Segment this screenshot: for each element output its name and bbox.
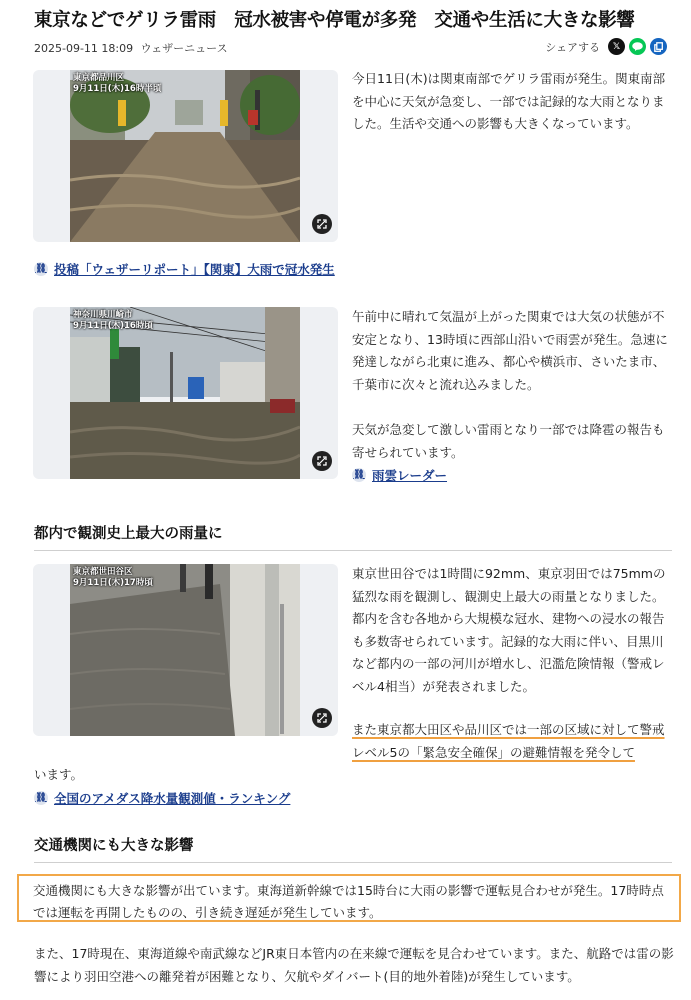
- link-weather-report[interactable]: ⛓ 投稿「ウェザーリポート」【関東】大雨で冠水発生: [35, 262, 335, 277]
- flooded-street-photo: [70, 564, 300, 736]
- highlighted-paragraph-box: 交通機関にも大きな影響が出ています。東海道新幹線では15時台に大雨の影響で運転見合わせが発生。17時時点では運転を再開したものの、引き続き遅延が発生しています。: [17, 874, 681, 922]
- section4-heading: 交通機関にも大きな影響: [34, 838, 194, 854]
- photo-caption: 神奈川県川崎市 9月11日(木)16時頃: [73, 310, 153, 331]
- expand-icon[interactable]: [312, 451, 332, 471]
- highlighted-text: また東京都大田区や品川区では一部の区域に対して警戒レベル5の「緊急安全確保」の避難情報を発令して: [352, 722, 665, 760]
- link-amedas-ranking[interactable]: ⛓ 全国のアメダス降水量観測値・ランキング: [35, 791, 291, 806]
- flooded-street-photo: [70, 307, 300, 479]
- section3-paragraph1: 東京世田谷では1時間に92mm、東京羽田では75mmの猛烈な雨を観測し、観測史上最大の雨量となりました。都内を含む各地から大規模な冠水、建物への浸水の報告も多数寄せられています。記録的な大雨に伴い、目黒川など都内の一部の河川が増水し、氾濫危険情報（警戒レベル4相当）が発表されました。: [352, 566, 666, 694]
- section3-heading: 都内で観測史上最大の雨量に: [34, 526, 223, 542]
- share-label: シェアする: [545, 40, 600, 54]
- link-rain-radar[interactable]: ⛓ 雨雲レーダー: [353, 468, 448, 483]
- photo-card-kawasaki[interactable]: [33, 307, 338, 479]
- divider: [34, 862, 672, 863]
- link-icon: ⛓: [35, 264, 47, 274]
- article-datetime: 2025-09-11 18:09: [34, 42, 134, 55]
- section4-paragraph: また、17時現在、東海道線や南武線などJR東日本管内の在来線で運転を見合わせています。また、航路では雷の影響により羽田空港への離発着が困難となり、欠航やダイバート(目的地外着陸)が発生しています。: [34, 946, 674, 984]
- article-meta: [34, 40, 228, 56]
- photo-card-setagaya[interactable]: [33, 564, 338, 736]
- share-bar: [545, 38, 667, 55]
- photo-caption: 東京都世田谷区 9月11日(木)17時頃: [73, 567, 153, 588]
- link-icon: ⛓: [35, 793, 47, 803]
- expand-icon[interactable]: [312, 214, 332, 234]
- line-logo-icon[interactable]: [629, 38, 646, 55]
- section2-paragraph1: 午前中に晴れて気温が上がった関東では大気の状態が不安定となり、13時頃に西部山沿いで雨雲が発生。急速に発達しながら北東に進み、都心や横浜市、さいたま市、千葉市に次々と流れ込みました。: [352, 309, 668, 392]
- x-logo-icon[interactable]: 𝕏: [608, 38, 625, 55]
- article-headline: 東京などでゲリラ雷雨 冠水被害や停電が多発 交通や生活に大きな影響: [34, 10, 635, 31]
- divider: [34, 550, 672, 551]
- link-icon: ⛓: [353, 470, 365, 480]
- section3-paragraph2: [352, 719, 672, 764]
- expand-icon[interactable]: [312, 708, 332, 728]
- section2-paragraph2: 天気が急変して激しい雷雨となり一部では降雹の報告も寄せられています。: [352, 422, 665, 460]
- article-source: ウェザーニュース: [140, 42, 228, 55]
- section1-paragraph: 今日11日(木)は関東南部でゲリラ雷雨が発生。関東南部を中心に天気が急変し、一部では記録的な大雨となりました。生活や交通への影響も大きくなっています。: [352, 71, 666, 131]
- flooded-street-photo: [70, 70, 300, 242]
- copy-link-icon[interactable]: [650, 38, 667, 55]
- section3-paragraph2-tail: います。: [34, 767, 84, 782]
- photo-caption: 東京都品川区 9月11日(木)16時半頃: [73, 73, 162, 94]
- photo-card-shinagawa[interactable]: [33, 70, 338, 242]
